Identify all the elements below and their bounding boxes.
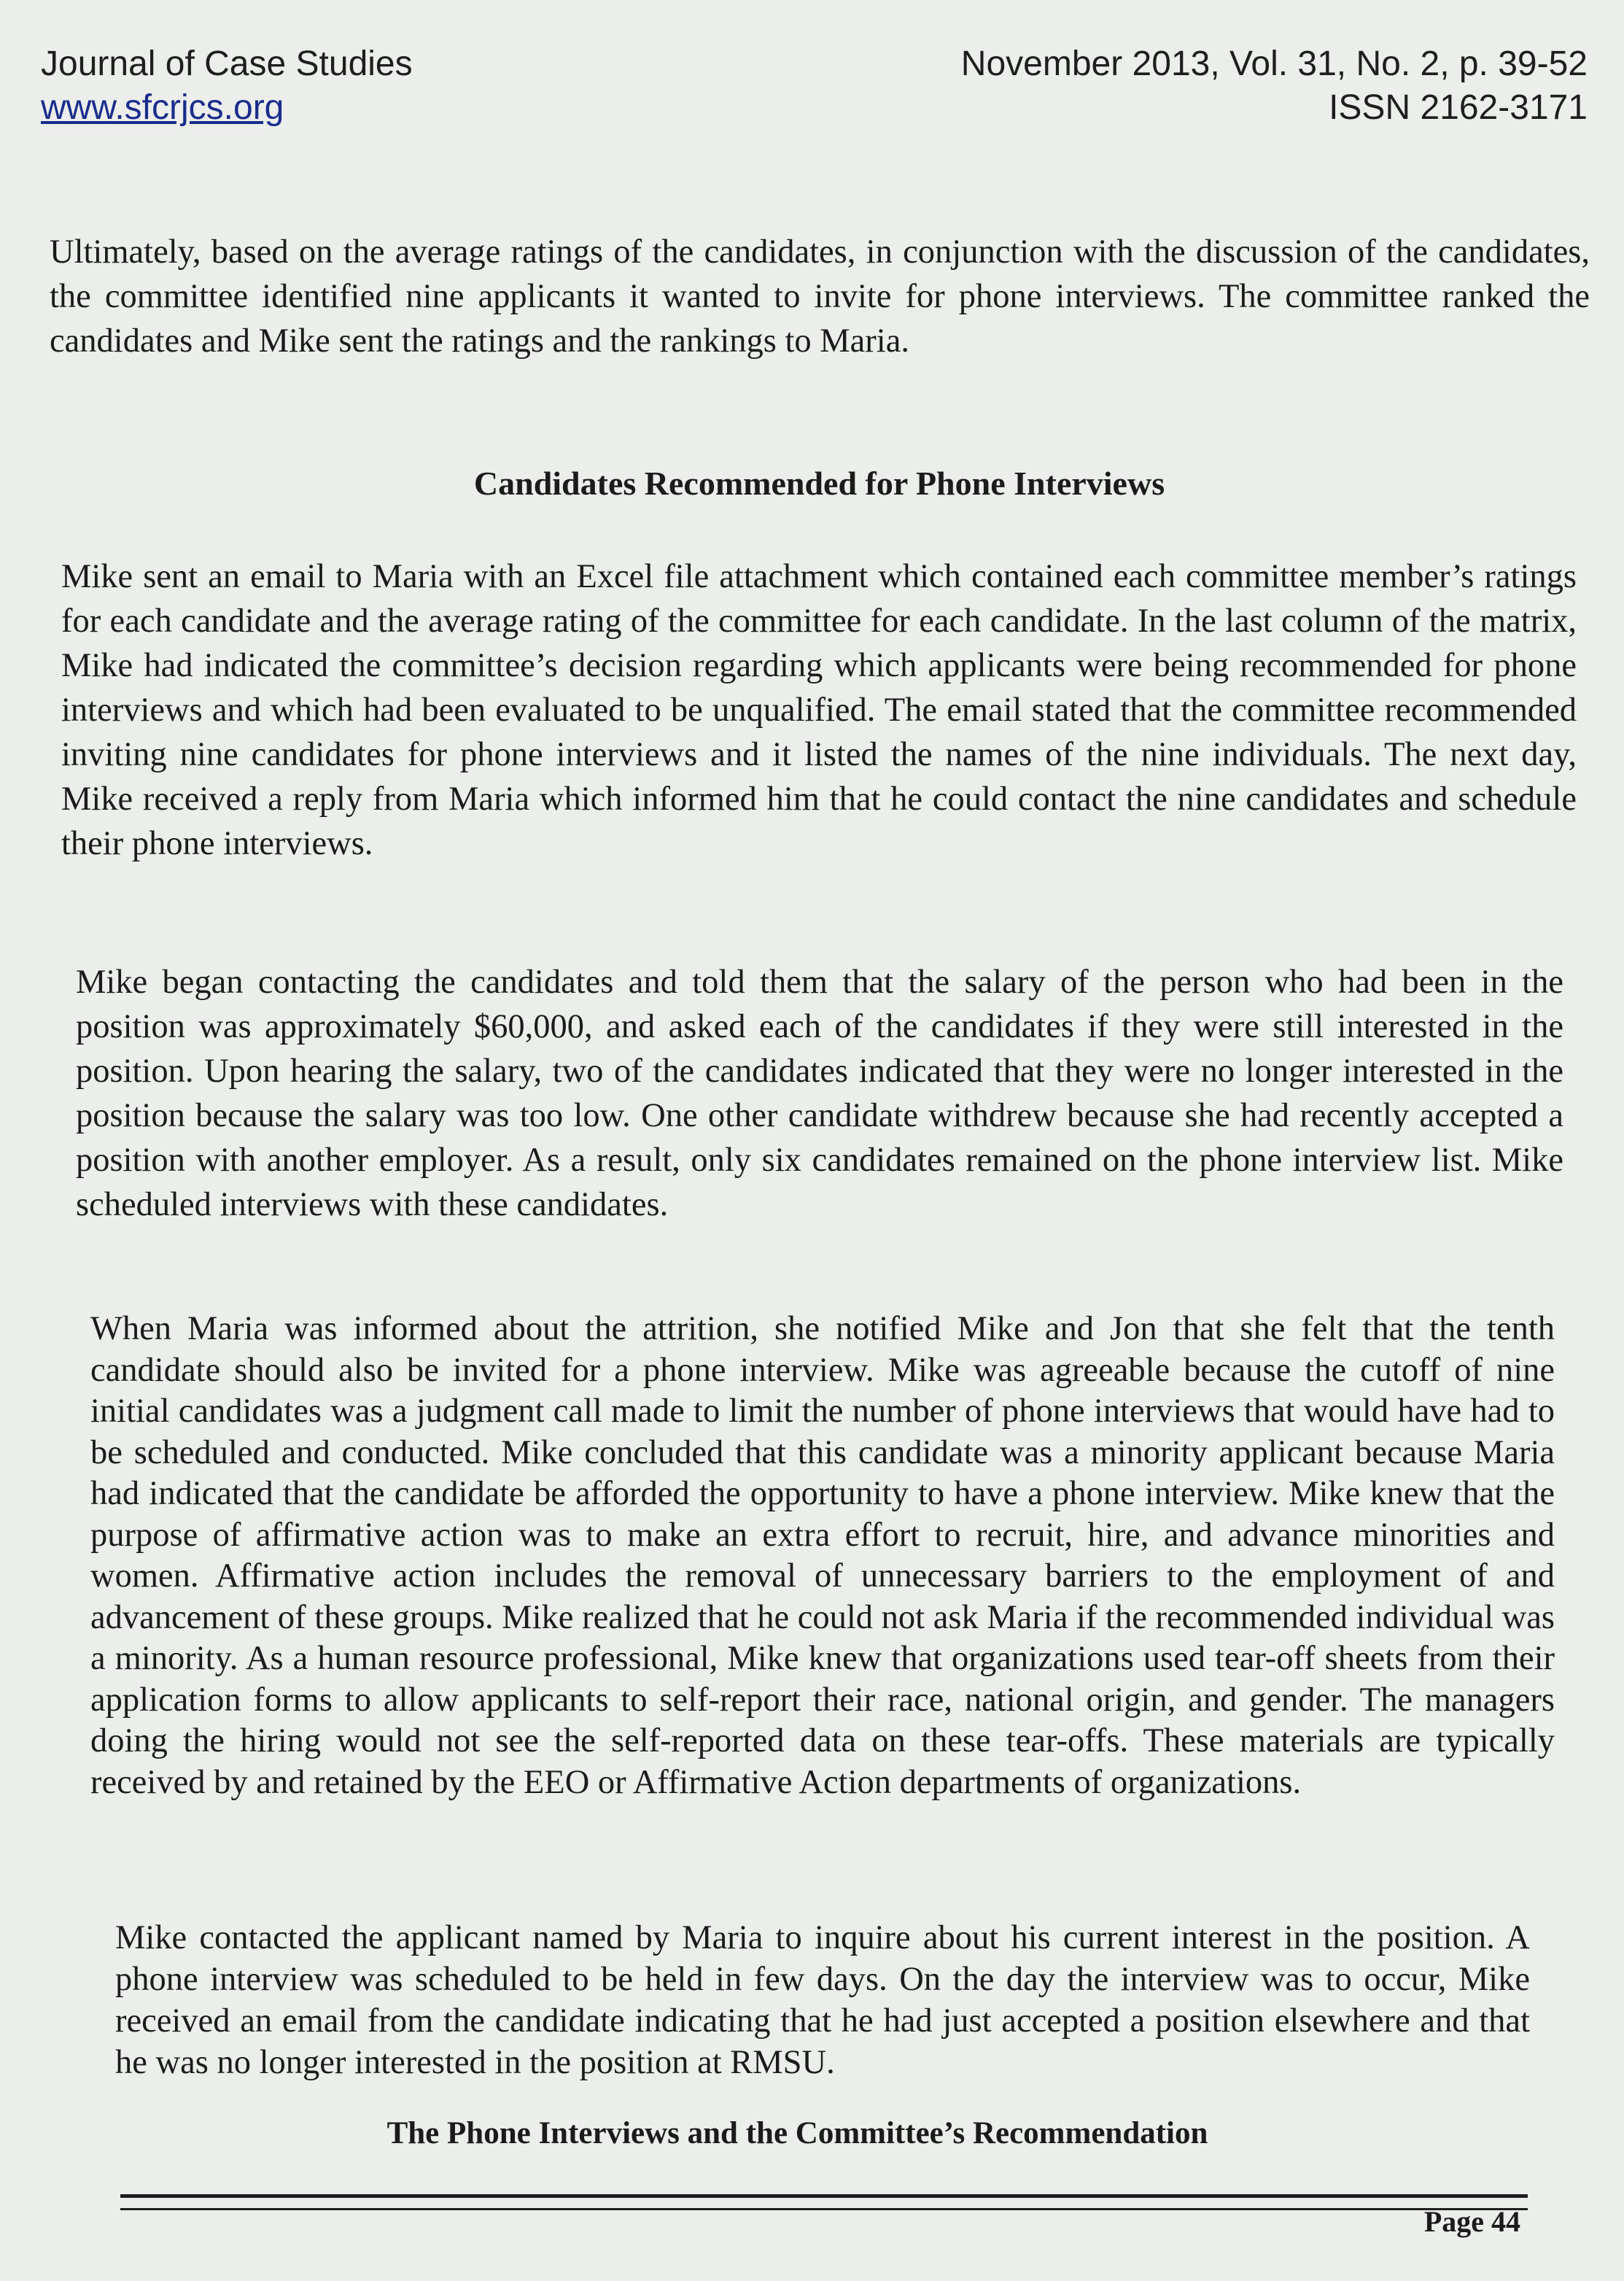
issn: ISSN 2162-3171 — [1329, 88, 1588, 127]
section-heading-phone-interviews: The Phone Interviews and the Committee’s Recommendation — [386, 2116, 1208, 2150]
paragraph-applicant-withdrawal: Mike contacted the applicant named by Maria to inquire about his current interest in the position. A phone interview was scheduled to be held in few days. On the day the interview was to occur, Mike received an email from the candidate indicating that he had just accepted a position elsewhere and that he was no longer interested in the position at RMSU. — [115, 1919, 1530, 2081]
journal-url-link[interactable]: www.sfcrjcs.org — [41, 88, 284, 127]
journal-header-left — [41, 42, 413, 130]
paragraph-ratings-summary: Ultimately, based on the average ratings of the candidates, in conjunction with the discussion of the candidates, the committee identified nine applicants it wanted to invite for phone interviews. The committee ranked the candidates and Mike sent the ratings and the rankings to Maria. — [50, 233, 1590, 360]
section-heading-recommended: Candidates Recommended for Phone Interviews — [473, 465, 1165, 502]
page-number: Page 44 — [1423, 2205, 1520, 2238]
paragraph-contacting-candidates: Mike began contacting the candidates and told them that the salary of the person who had been in the position was approximately $60,000, and asked each of the candidates if they were still interested in the position. Upon hearing the salary, two of the candidates indicated that they were no longer interested in the position because the salary was too low. One other candidate withdrew because she had recently accepted a position with another employer. As a result, only six candidates remained on the phone interview list. Mike scheduled interviews with these candidates. — [76, 964, 1563, 1223]
issue-info: November 2013, Vol. 31, No. 2, p. 39-52 — [960, 44, 1588, 83]
paragraph-email-to-maria: Mike sent an email to Maria with an Excel file attachment which contained each committee member’s ratings for each candidate and the average rating of the committee for each candidate. In the last column of the matrix, Mike had indicated the committee’s decision regarding which applicants were being recommended for phone interviews and which had been evaluated to be unqualified. The email stated that the committee recommended inviting nine candidates for phone interviews and it listed the names of the nine individuals. The next day, Mike received a reply from Maria which informed him that he could contact the nine candidates and schedule their phone interviews. — [61, 558, 1577, 862]
footer-rule — [120, 2194, 1528, 2210]
paragraph-tenth-candidate: When Maria was informed about the attrition, she notified Mike and Jon that she felt that the tenth candidate should also be invited for a phone interview. Mike was agreeable because the cutoff of nine initial candidates was a judgment call made to limit the number of phone interviews that would have had to be scheduled and conducted. Mike concluded that this candidate was a minority applicant because Maria had indicated that the candidate be afforded the opportunity to have a phone interview. Mike knew that the purpose of affirmative action was to make an extra effort to recruit, hire, and advance minorities and women. Affirmative action includes the removal of unnecessary barriers to the employment of and advancement of these groups. Mike realized that he could not ask Maria if the recommended individual was a minority. As a human resource professional, Mike knew that organizations used tear-off sheets from their application forms to allow applicants to self-report their race, national origin, and gender. The managers doing the hiring would not see the self-reported data on these tear-offs. These materials are typically received by and retained by the EEO or Affirmative Action departments of organizations. — [90, 1310, 1555, 1801]
journal-header-right — [961, 42, 1588, 130]
journal-title: Journal of Case Studies — [41, 44, 413, 83]
